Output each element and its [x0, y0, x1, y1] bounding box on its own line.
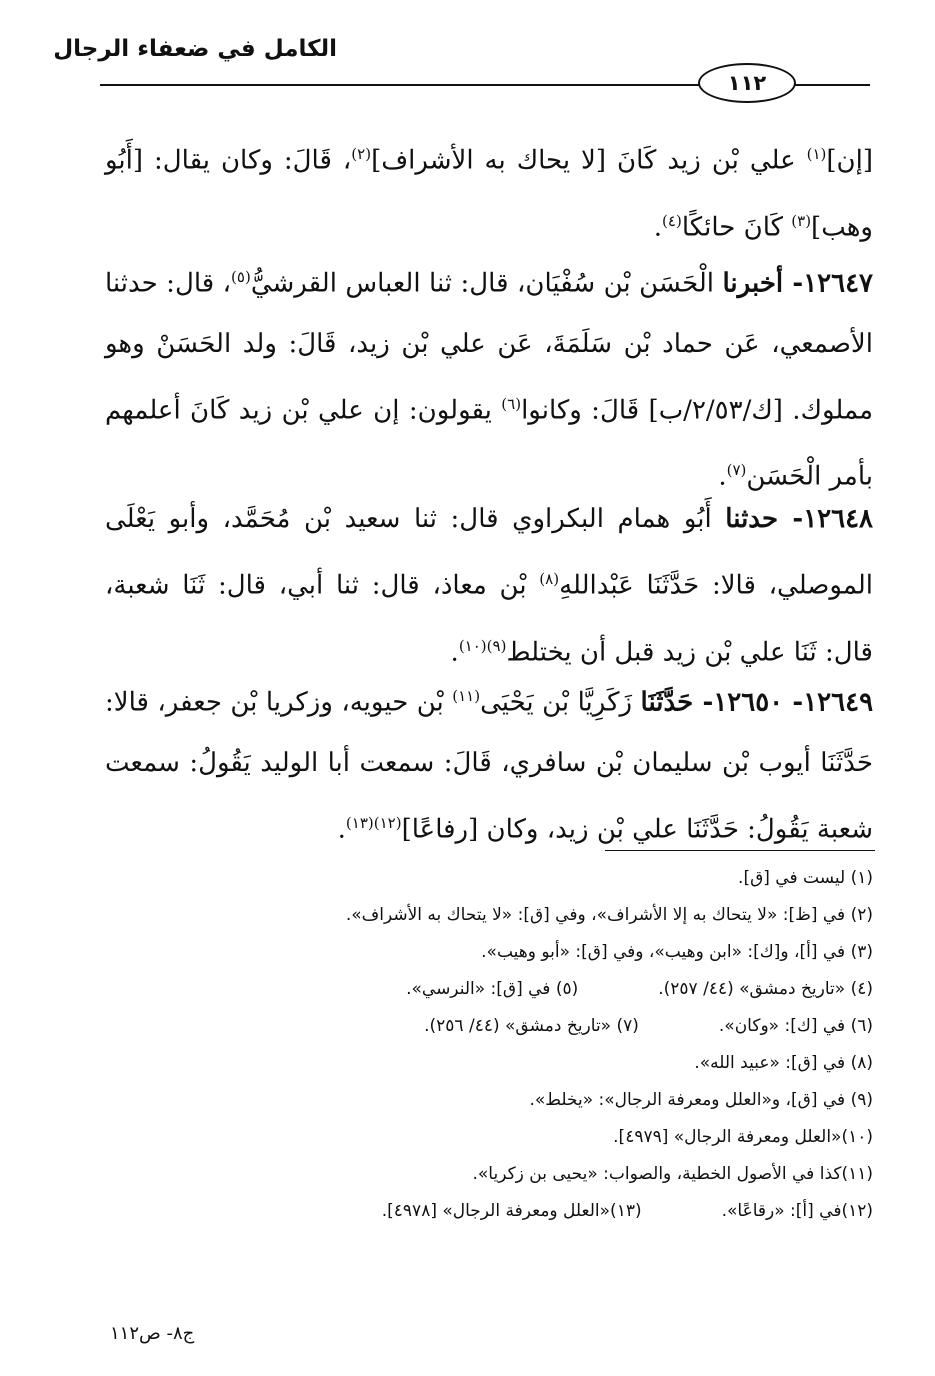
running-header-title: الكامل في ضعفاء الرجال	[53, 36, 337, 62]
footnote-row	[93, 1082, 873, 1119]
hadith-number: ١٢٦٤٩- ١٢٦٥٠-	[693, 687, 874, 718]
paragraph-12647	[105, 247, 873, 507]
text-run: [إن]	[826, 145, 873, 176]
footnote: (٢) في [ظ]: «لا يتحاك به إلا الأشراف»، وفي [ق]: «لا يتحاك به الأشراف».	[345, 905, 873, 925]
text-run: .	[450, 637, 459, 668]
text-run: أَبُو همام البكراوي قال: ثنا سعيد بْن مُحَمَّد، وأبو يَعْلَى الموصلي، قالا: حَدَّثَنَا عَبْداللهِ	[105, 504, 873, 601]
paragraph-12649-12650	[105, 666, 873, 859]
footnote: (١٠)«العلل ومعرفة الرجال» [٤٩٧٩].	[613, 1127, 873, 1147]
footnote: (١) ليست في [ق].	[738, 868, 873, 888]
text-run: زَكَرِيَّا بْن يَحْيَى	[480, 687, 641, 718]
footnote: (٣) في [أ]، و[ك]: «ابن وهيب»، وفي [ق]: «أبو وهيب».	[481, 942, 873, 962]
footnote-rule	[605, 850, 875, 851]
footnote-row	[93, 1008, 873, 1045]
hadith-number: ١٢٦٤٨-	[778, 504, 874, 534]
footnote: (١٣)«العلل ومعرفة الرجال» [٤٩٧٨].	[381, 1201, 642, 1221]
paragraph-1	[105, 124, 873, 257]
transmission-keyword: حدثنا	[725, 504, 779, 534]
text-run: بْن معاذ، قال: ثنا أبي، قال: ثَنَا شعبة، قال: ثَنَا علي بْن زيد قبل أن يختلط	[105, 570, 873, 668]
footnote-marker: (٣)	[791, 211, 812, 230]
transmission-keyword: حَدَّثَنَا	[640, 687, 694, 718]
footnote: (٧) «تاريخ دمشق» (٤٤/ ٢٥٦).	[424, 1016, 639, 1036]
text-run: ، قال: حدثنا الأصمعي، عَن حماد بْن سَلَمَةَ، عَن علي بْن زيد، قَالَ: ولد الحَسَنْ وهو مملوك. [ك/٢/٥٣/ب] قَالَ: وكانوا	[105, 268, 873, 426]
text-run: .	[718, 461, 727, 492]
text-run: ، قَالَ: وكان يقال: [أَبُو وهب]	[105, 145, 873, 243]
footnote: (٦) في [ك]: «وكان».	[718, 1016, 873, 1036]
footnote: (١١)كذا في الأصول الخطية، والصواب: «يحيى بن زكريا».	[472, 1164, 873, 1184]
footnote: (١٢)في [أ]: «رقاعًا».	[721, 1201, 873, 1221]
text-run: كَانَ حائكًا	[681, 212, 792, 243]
paragraph-12648	[105, 489, 873, 682]
text-run: .	[653, 212, 663, 243]
footnote-row	[93, 934, 873, 971]
footnote-marker: (٧)	[726, 461, 747, 480]
footnotes	[93, 860, 873, 1230]
footnote-row	[93, 1119, 873, 1156]
footnote-marker: (٢)	[351, 145, 372, 163]
footnote-row	[93, 1193, 873, 1230]
footnote-row	[93, 860, 873, 897]
footnote-marker: (٩)(١٠)	[458, 636, 507, 655]
footnote-marker: (٤)	[662, 211, 682, 230]
footnote: (٩) في [ق]، و«العلل ومعرفة الرجال»: «يخلط».	[529, 1090, 873, 1110]
text-run: يقولون: إن علي بْن زيد كَانَ أعلمهم بأمر الْحَسَن	[105, 395, 873, 492]
footnote-marker: (٥)	[231, 268, 251, 286]
footnote-marker: (١)	[806, 145, 827, 163]
footnote-marker: (١١)	[452, 687, 481, 705]
footnote-row	[93, 971, 873, 1008]
text-run: الْحَسَن بْن سُفْيَان، قال: ثنا العباس القرشيُّ	[250, 268, 723, 299]
text-run: بْن حيويه، وزكريا بْن جعفر، قالا: حَدَّثَنَا أيوب بْن سليمان بْن سافري، قَالَ: سمعت أبا الوليد يَقُولُ: سمعت شعبة يَقُولُ: حَدَّثَنَا علي بْن زيد، وكان [رفاعًا]	[105, 687, 873, 845]
footnote-marker: (١٢)(١٣)	[345, 813, 402, 832]
footnote: (٥) في [ق]: «النرسي».	[406, 979, 579, 999]
page-number-badge: ١١٢	[698, 63, 796, 103]
page-reference: ج٨- ص١١٢	[110, 1323, 195, 1344]
footnote-row	[93, 897, 873, 934]
transmission-keyword: أخبرنا	[722, 268, 784, 299]
footnote-marker: (٨)	[539, 570, 560, 588]
footnote-row	[93, 1045, 873, 1082]
footnote: (٨) في [ق]: «عبيد الله».	[694, 1053, 873, 1073]
footnote-marker: (٦)	[501, 394, 522, 413]
text-run: علي بْن زيد كَانَ [لا يحاك به الأشراف]	[371, 145, 807, 176]
text-run: .	[337, 814, 346, 845]
hadith-number: ١٢٦٤٧-	[783, 268, 874, 299]
footnote: (٤) «تاريخ دمشق» (٤٤/ ٢٥٧).	[658, 979, 873, 999]
footnote-row	[93, 1156, 873, 1193]
